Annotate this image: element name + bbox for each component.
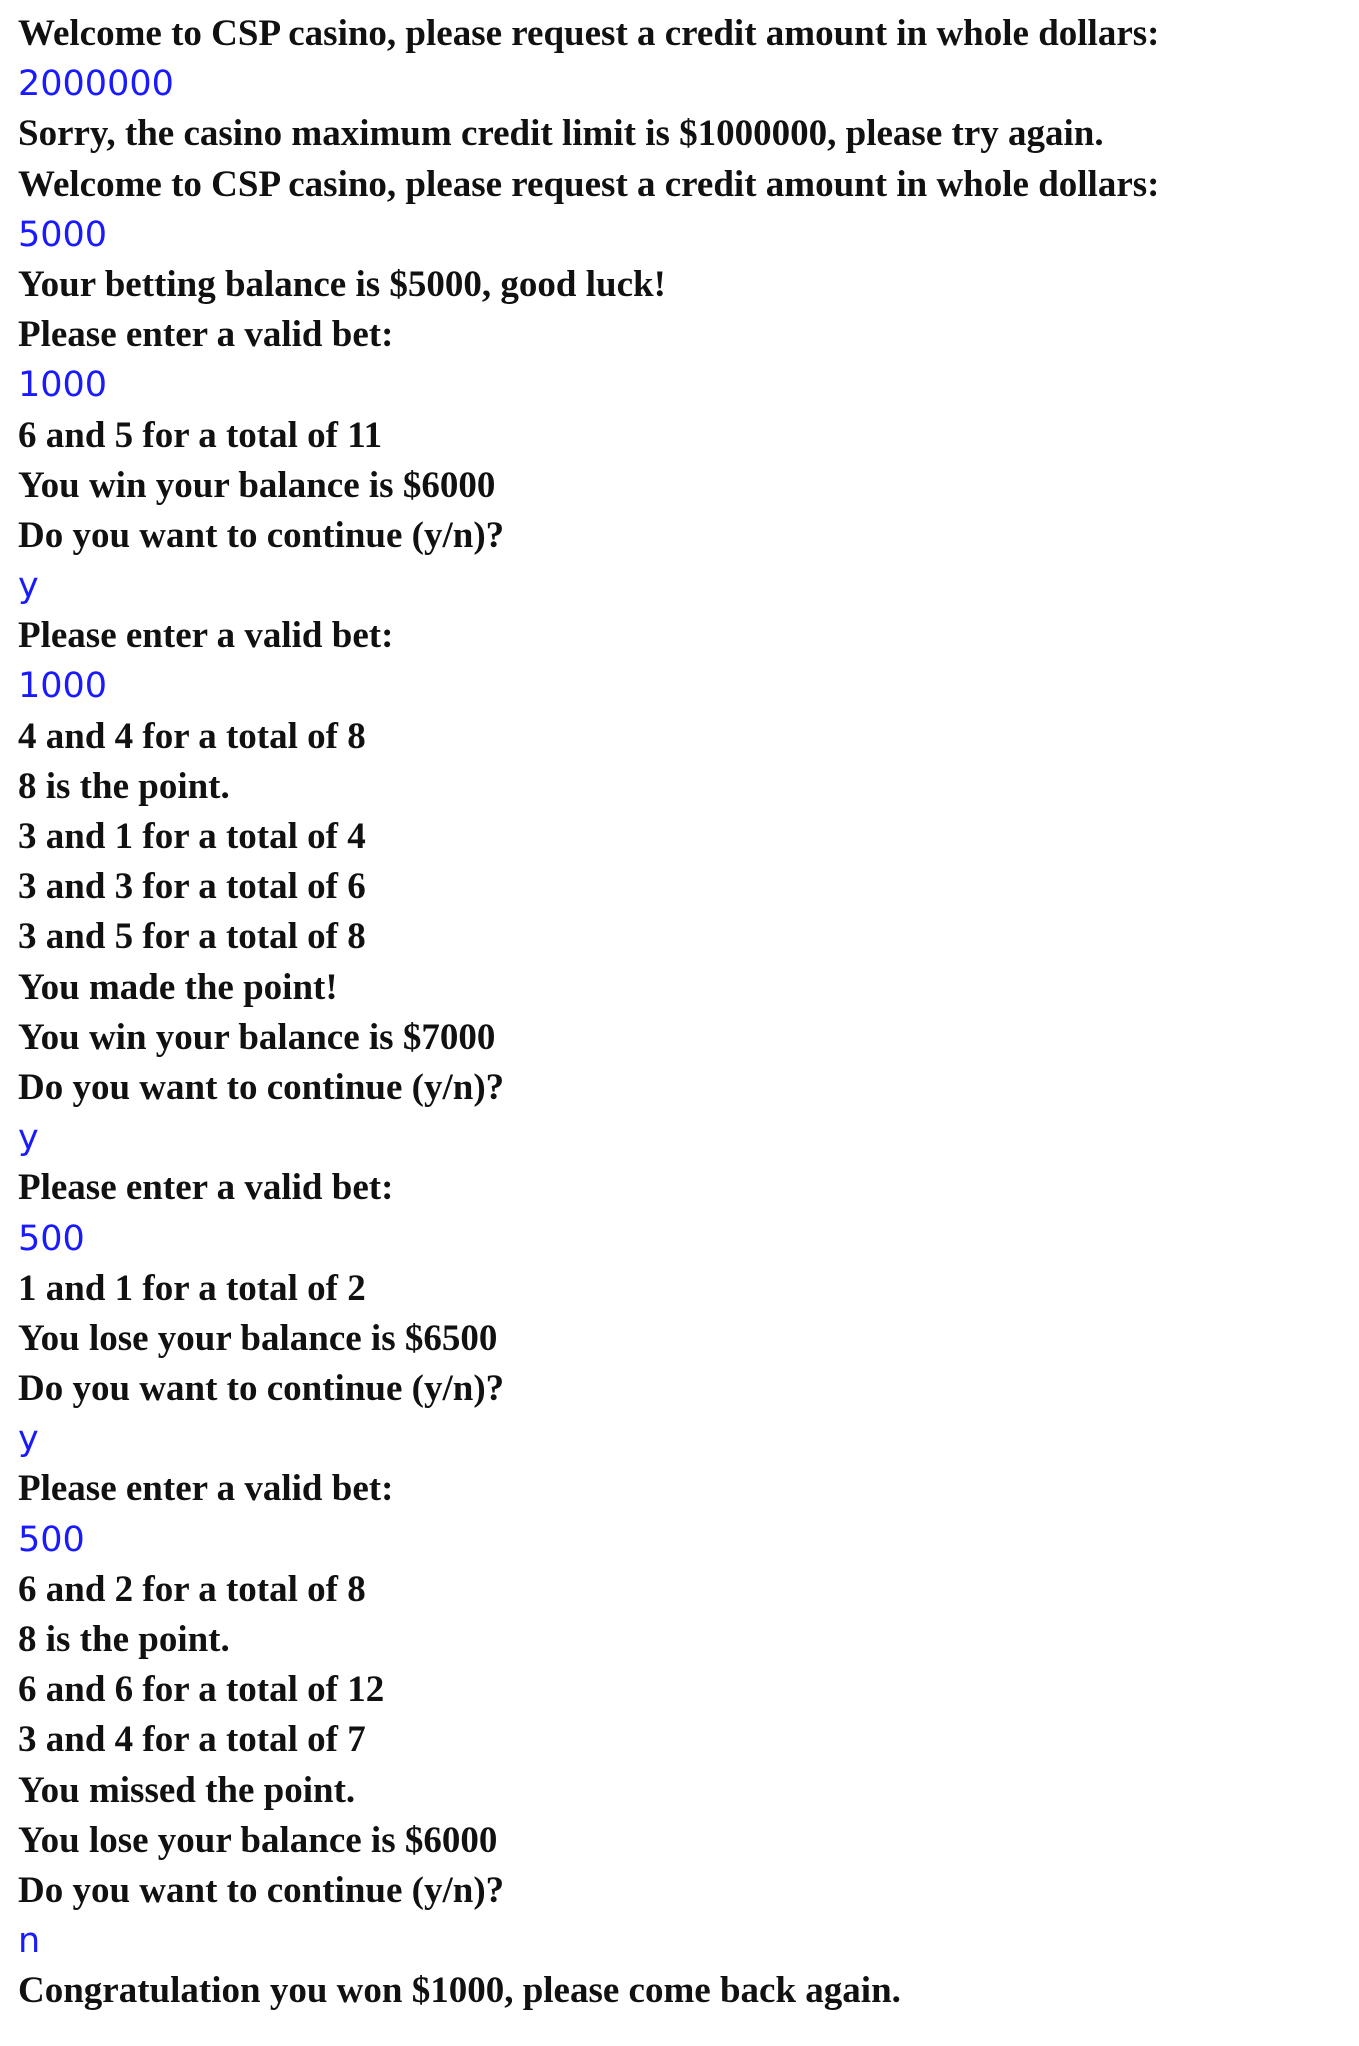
program-output-line: You made the point! [18,966,338,1008]
program-output-line: Please enter a valid bet: [18,1167,394,1209]
program-output-line: 3 and 4 for a total of 7 [18,1719,366,1761]
program-output-line: You win your balance is $7000 [18,1016,496,1058]
program-output-line: Do you want to continue (y/n)? [18,1368,505,1410]
program-output-line: You lose your balance is $6500 [18,1317,498,1359]
user-input-line: y [18,1118,39,1159]
program-output-line: You win your balance is $6000 [18,464,496,506]
program-output-line: Please enter a valid bet: [18,1468,394,1510]
program-output-line: Do you want to continue (y/n)? [18,514,505,556]
program-output-line: Sorry, the casino maximum credit limit is $1000000, please try again. [18,113,1104,155]
user-input-line: 500 [18,1218,85,1259]
user-input-line: n [18,1921,41,1962]
user-input-line: 1000 [18,666,108,707]
program-output-line: Please enter a valid bet: [18,615,394,657]
program-output-line: Do you want to continue (y/n)? [18,1869,505,1911]
program-output-line: 3 and 1 for a total of 4 [18,816,366,857]
user-input-line: 1000 [18,365,108,406]
program-output-line: 4 and 4 for a total of 8 [18,715,366,757]
program-output-line: 6 and 5 for a total of 11 [18,414,383,456]
program-output-line: 6 and 2 for a total of 8 [18,1568,366,1610]
user-input-line: 5000 [18,214,108,255]
console-output [18,9,1348,2017]
program-output-line: 1 and 1 for a total of 2 [18,1267,366,1309]
program-output-line: Do you want to continue (y/n)? [18,1066,505,1108]
user-input-line: 500 [18,1519,85,1560]
program-output-line: Welcome to CSP casino, please request a credit amount in whole dollars: [18,13,1160,54]
program-output-line: 3 and 3 for a total of 6 [18,866,366,908]
program-output-line: 6 and 6 for a total of 12 [18,1669,385,1711]
program-output-line: Congratulation you won $1000, please come back again. [18,1970,901,2012]
program-output-line: 8 is the point. [18,1619,230,1660]
program-output-line: You missed the point. [18,1769,356,1811]
program-output-line: Your betting balance is $5000, good luck! [18,263,666,305]
program-output-line: 8 is the point. [18,765,230,807]
program-output-line: You lose your balance is $6000 [18,1819,498,1861]
user-input-line: y [18,1419,39,1460]
program-output-line: Welcome to CSP casino, please request a credit amount in whole dollars: [18,163,1160,205]
user-input-line: y [18,566,39,607]
program-output-line: 3 and 5 for a total of 8 [18,916,366,958]
user-input-line: 2000000 [18,64,174,105]
program-output-line: Please enter a valid bet: [18,314,394,356]
